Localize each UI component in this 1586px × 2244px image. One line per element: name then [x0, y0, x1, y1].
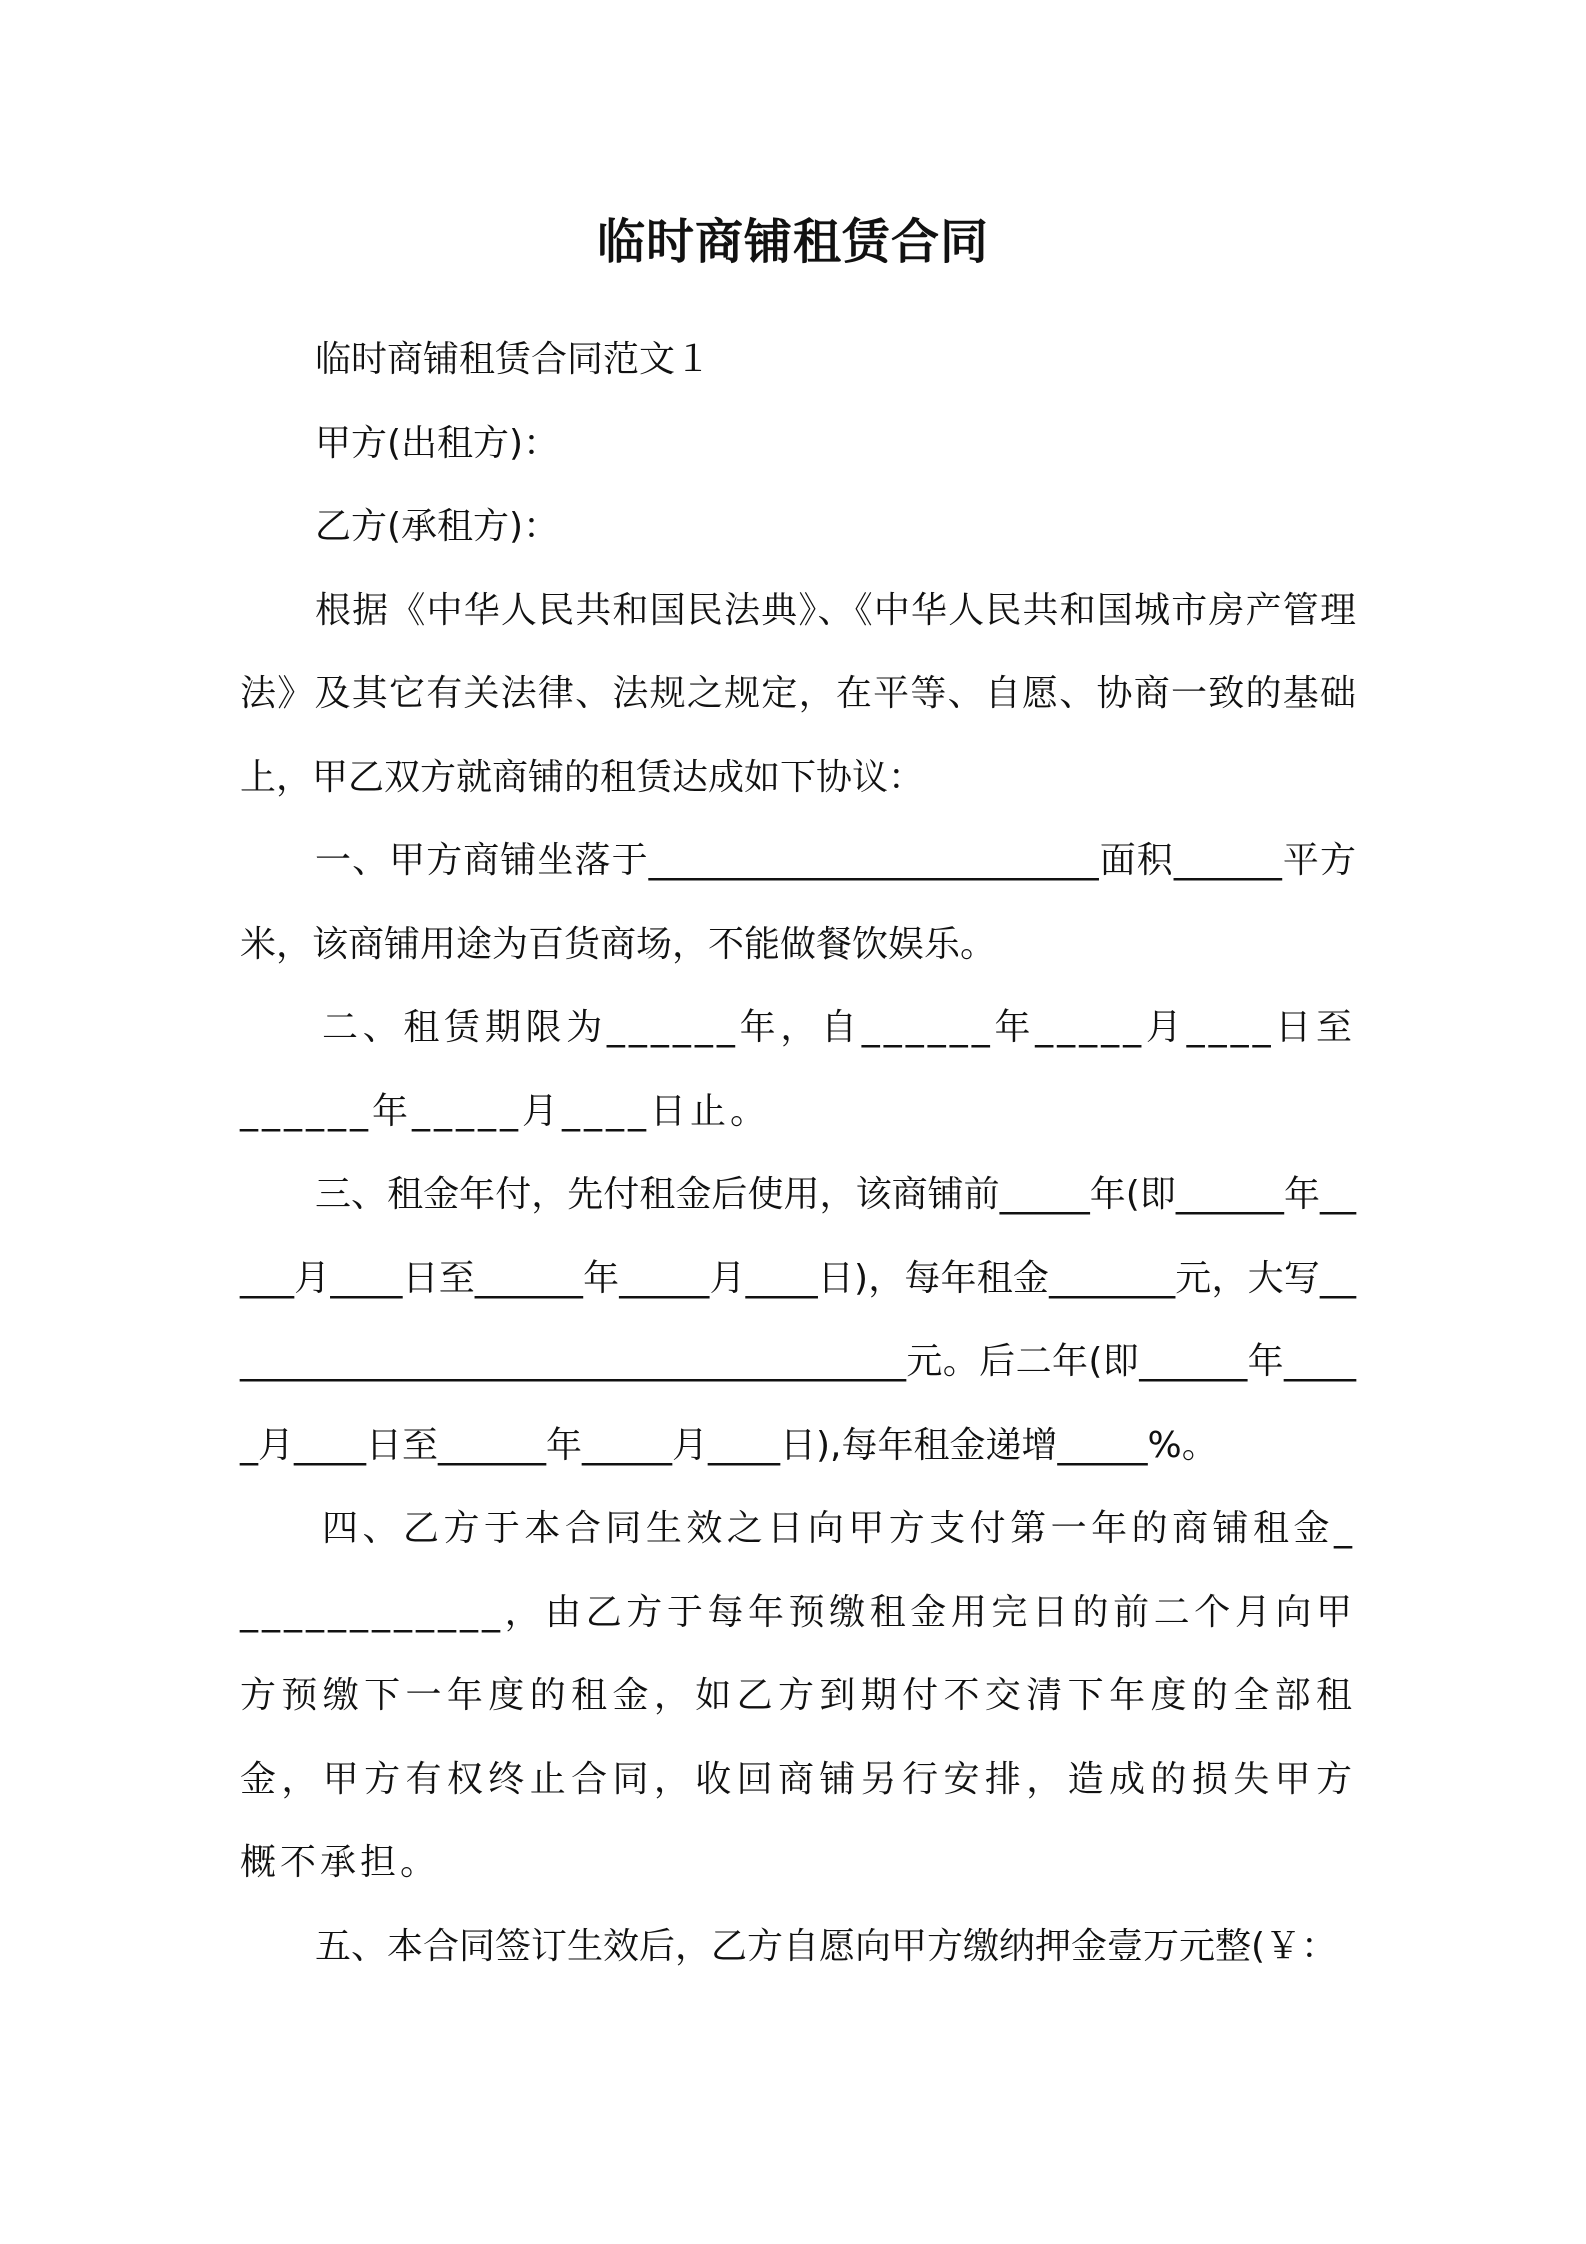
- document-body: [240, 318, 1356, 1988]
- clause-5: 五、本合同签订生效后，乙方自愿向甲方缴纳押金壹万元整(￥：: [315, 1925, 1338, 1967]
- clause-1: 一、甲方商铺坐落于_________________________面积______平方米，该商铺用途为百货商场，不能做餐饮娱乐。: [240, 840, 1356, 965]
- preamble-paragraph: 根据《中华人民共和国民法典》、《中华人民共和国城市房产管理法》及其它有关法律、法规之规定，在平等、自愿、协商一致的基础上，甲乙双方就商铺的租赁达成如下协议：: [240, 589, 1356, 798]
- document-title: 临时商铺租赁合同: [596, 214, 989, 270]
- contract-sample-heading: 临时商铺租赁合同范文１: [315, 339, 712, 380]
- clause-3: 三、租金年付，先付租金后使用，该商铺前_____年(即______年_____月____日至______年_____月____日)，每年租金_______元，大写_______________________________________元。后二年(即______年_____月____日至______年_____月____日),每年租金递增_____%。: [240, 1174, 1356, 1466]
- clause-4: 四、乙方于本合同生效之日向甲方支付第一年的商铺租金_____________，由乙方于每年预缴租金用完日的前二个月向甲方预缴下一年度的租金，如乙方到期付不交清下年度的全部租金，甲方有权终止合同，收回商铺另行安排，造成的损失甲方概不承担。: [240, 1508, 1356, 1883]
- party-b-line: 乙方(承租方)：: [315, 506, 560, 547]
- clause-2: 二、租赁期限为______年，自______年_____月____日至______年_____月____日止。: [240, 1007, 1356, 1132]
- party-a-line: 甲方(出租方)：: [315, 422, 560, 464]
